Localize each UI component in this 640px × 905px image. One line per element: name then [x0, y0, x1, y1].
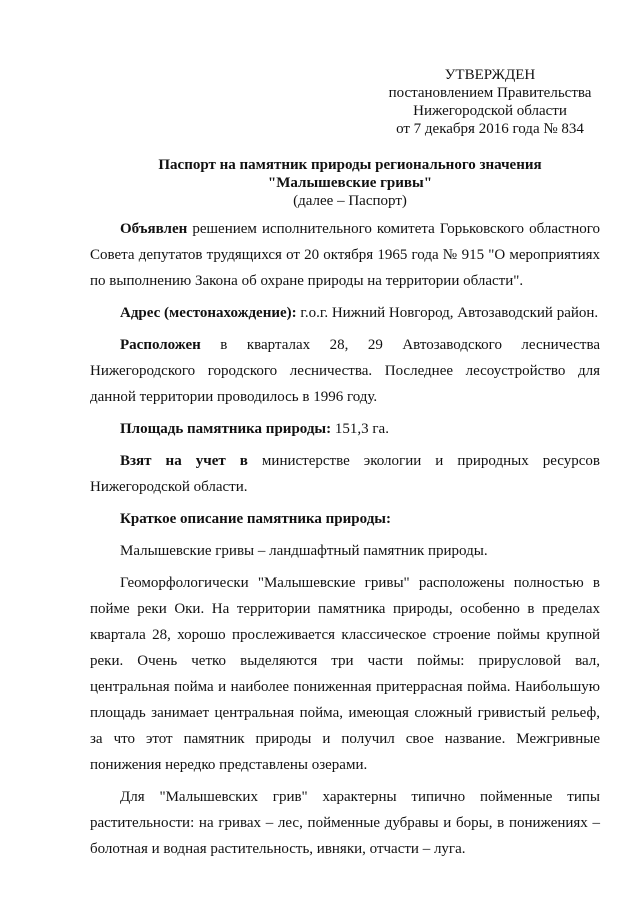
heading-description [90, 506, 600, 532]
paragraph-vegetation: Для "Малышевских грив" характерны типично пойменные типы растительности: на гривах – лес, пойменные дубравы и боры, в понижениях – болотная и водная растительность, ивняки, отчасти – луга. [90, 789, 600, 857]
paragraph-geomorphology: Геоморфологически "Малышевские гривы" расположены полностью в пойме реки Оки. На территории памятника природы, особенно в пределах квартала 28, хорошо прослеживается классическое строение поймы крупной реки. Очень четко выделяются три части поймы: прирусловой вал, центральная пойма и наиболее пониженная притеррасная пойма. Наибольшую площадь занимает центральная пойма, имеющая сложный гривистый рельеф, за что этот памятник природы и получил свое название. Межгривные понижения нередко представлены озерами. [90, 575, 600, 773]
title-line-1: Паспорт на памятник природы регионального значения [158, 157, 542, 173]
document-body [90, 216, 600, 862]
label-registered: Взят на учет в [120, 453, 248, 469]
document-title [90, 156, 610, 210]
text-registered: министерстве экологии и природных ресурсов Нижегородской области. [90, 453, 601, 495]
paragraph-area [90, 416, 600, 442]
title-line-2: "Малышевские гривы" [267, 175, 433, 191]
approval-line-4: от 7 декабря 2016 года № 834 [396, 121, 584, 137]
label-announced: Объявлен [120, 221, 188, 237]
approval-stamp [380, 66, 600, 138]
paragraph-announced [90, 216, 600, 294]
label-description: Краткое описание памятника природы: [120, 511, 391, 527]
paragraph-located [90, 332, 600, 410]
text-address: г.о.г. Нижний Новгород, Автозаводский район. [296, 305, 599, 321]
title-line-3: (далее – Паспорт) [293, 193, 407, 209]
approval-line-3: Нижегородской области [413, 103, 567, 119]
paragraph-type: Малышевские гривы – ландшафтный памятник природы. [120, 543, 488, 559]
paragraph-registered [90, 448, 600, 500]
approval-line-2: постановлением Правительства [388, 85, 592, 101]
label-area: Площадь памятника природы: [120, 421, 332, 437]
text-announced: решением исполнительного комитета Горьковского областного Совета депутатов трудящихся от 20 октября 1965 года № 915 "О мероприятиях по выполнению Закона об охране природы на территории области". [90, 221, 600, 289]
label-address: Адрес (местонахождение): [120, 305, 297, 321]
approval-heading: УТВЕРЖДЕН [444, 67, 536, 83]
text-area: 151,3 га. [331, 421, 389, 437]
text-located: в кварталах 28, 29 Автозаводского лесничества Нижегородского городского лесничества. Последнее лесоустройство для данной территории проводилось в 1996 году. [90, 337, 600, 405]
paragraph-address [90, 300, 600, 326]
label-located: Расположен [120, 337, 201, 353]
